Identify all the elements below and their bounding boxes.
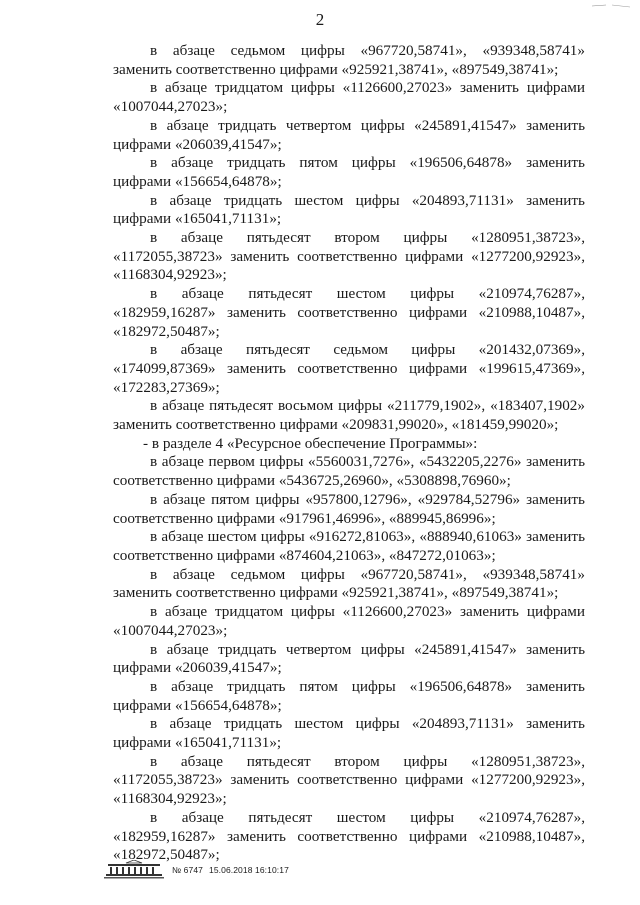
document-footer <box>104 860 404 890</box>
amendment-paragraph: в абзаце тридцать пятом цифры «196506,64878» заменить цифрами «156654,64878»; <box>113 154 585 190</box>
registration-stamp <box>172 865 295 875</box>
amendment-paragraph: в абзаце тридцать четвертом цифры «245891,41547» заменить цифрами «206039,41547»; <box>113 116 585 153</box>
building-stamp-icon <box>104 860 164 880</box>
amendment-paragraph: в абзаце пятьдесят втором цифры «1280951,38723», «1172055,38723» заменить соответственно цифрами «1277200,92923», «1168304,92923»; <box>113 229 585 284</box>
amendment-paragraph: в абзаце седьмом цифры «967720,58741», «939348,58741» заменить соответственно цифрами «925921,38741», «897549,38741»; <box>113 42 585 78</box>
amendment-paragraph: в абзаце тридцать шестом цифры «204893,71131» заменить цифрами «165041,71131»; <box>113 191 585 228</box>
amendment-paragraph: в абзаце седьмом цифры «967720,58741», «939348,58741» заменить соответственно цифрами «925921,38741», «897549,38741»; <box>113 565 585 602</box>
amendment-paragraph: в абзаце пятьдесят седьмом цифры «201432,07369», «174099,87369» заменить соответственно цифрами «199615,47369», «172283,27369»; <box>113 341 585 396</box>
document-timestamp: 15.06.2018 16:10:17 <box>209 865 289 875</box>
amendment-paragraph: в абзаце тридцать четвертом цифры «245891,41547» заменить цифрами «206039,41547»; <box>113 640 585 677</box>
document-number: № 6747 <box>172 865 203 875</box>
document-body <box>113 42 585 865</box>
section-heading: - в разделе 4 «Ресурсное обеспечение Программы»: <box>143 434 478 452</box>
amendment-paragraph: в абзаце тридцать пятом цифры «196506,64878» заменить цифрами «156654,64878»; <box>113 677 585 714</box>
scan-mark-icon <box>592 3 632 9</box>
amendment-paragraph: в абзаце тридцатом цифры «1126600,27023» заменить цифрами «1007044,27023»; <box>113 79 585 116</box>
amendment-paragraph: в абзаце пятьдесят втором цифры «1280951,38723», «1172055,38723» заменить соответственно цифрами «1277200,92923», «1168304,92923»; <box>113 752 585 808</box>
amendment-paragraph: в абзаце пятьдесят шестом цифры «210974,76287», «182959,16287» заменить соответственно цифрами «210988,10487», «182972,50487»; <box>113 285 585 340</box>
amendment-paragraph: в абзаце тридцатом цифры «1126600,27023» заменить цифрами «1007044,27023»; <box>113 603 585 639</box>
amendment-paragraph: в абзаце пятьдесят шестом цифры «210974,76287», «182959,16287» заменить соответственно цифрами «210988,10487», «182972,50487»; <box>113 808 585 864</box>
page-number: 2 <box>315 10 325 29</box>
amendment-paragraph: в абзаце первом цифры «5560031,7276», «5432205,2276» заменить соответственно цифрами «5436725,26960», «5308898,76960»; <box>113 453 585 490</box>
amendment-paragraph: в абзаце тридцать шестом цифры «204893,71131» заменить цифрами «165041,71131»; <box>113 715 585 752</box>
amendment-paragraph: в абзаце шестом цифры «916272,81063», «888940,61063» заменить соответственно цифрами «874604,21063», «847272,01063»; <box>113 528 585 564</box>
amendment-paragraph: в абзаце пятьдесят восьмом цифры «211779,1902», «183407,1902» заменить соответственно цифрами «209831,99020», «181459,99020»; <box>113 397 585 434</box>
amendment-paragraph: в абзаце пятом цифры «957800,12796», «929784,52796» заменить соответственно цифрами «917961,46996», «889945,86996»; <box>113 490 585 527</box>
